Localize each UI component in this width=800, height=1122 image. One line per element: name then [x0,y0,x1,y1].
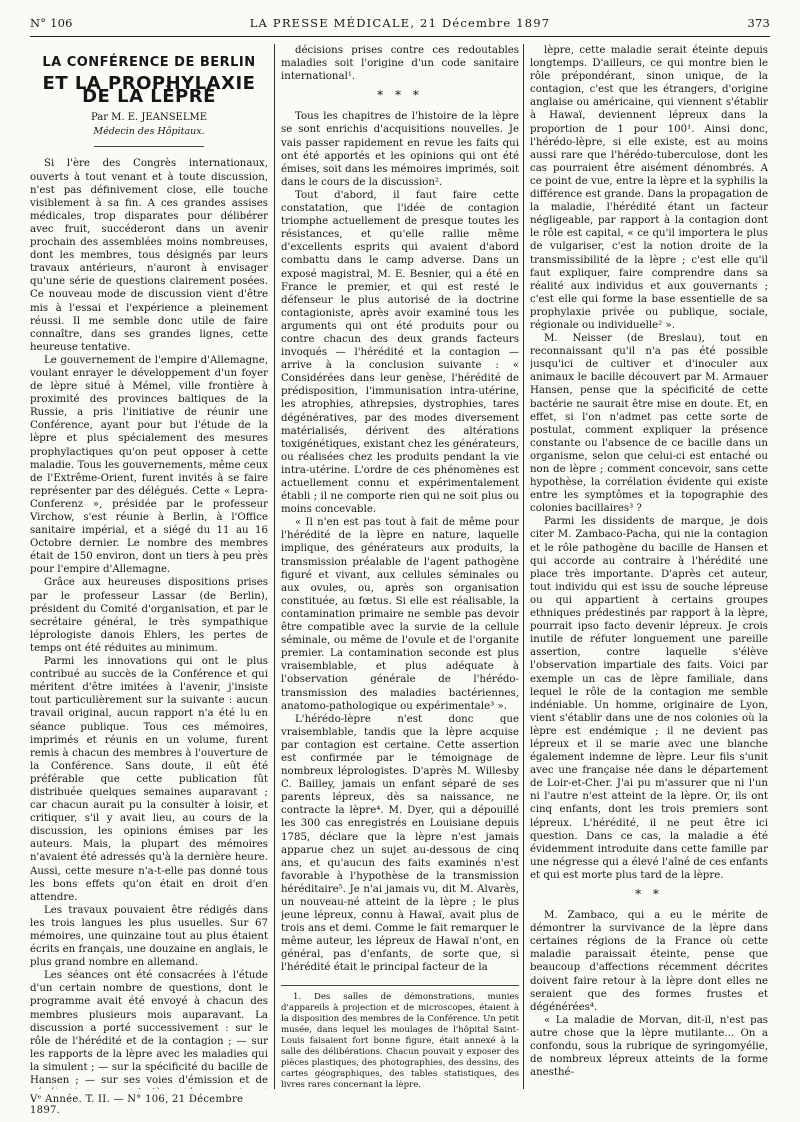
paragraph: « La maladie de Morvan, dit-il, n'est pas autre chose que la lèpre mutilante... On a confondu, sous la rubrique de syringomyélie, de nombreux lépreux atteints de la forme anesthé- [530,1014,768,1079]
paragraph: L'hérédo-lèpre n'est donc que vraisemblable, tandis que la lèpre acquise par contagion est certaine. Cette assertion est confirmée par le témoignage de nombreux léprologistes. D'après M. Willesby C. Bailley, jamais un enfant séparé de ses parents lépreux, dès sa naissance, ne contracte la lèpre⁴. M. Dyer, qui a dépouillé les 300 cas enregistrés en Louisiane depuis 1785, déclare que la lèpre n'est jamais apparue chez un sujet au-dessous de cinq ans, et qu'aucun des faits examinés n'est favorable à l'hypothèse de la transmission héréditaire⁵. Je n'ai jamais vu, dit M. Alvarès, un nouveau-né atteint de la lèpre ; le plus jeune lépreux, connu à Hawaï, avait plus de trois ans et demi. Comme le fait remarquer le même auteur, les lépreux de Hawaï n'ont, en général, pas d'enfants, de sorte que, si l'hérédité était le principal facteur de la [281,713,519,974]
column-divider [523,44,524,1089]
column-2 [281,44,519,1089]
issue-number: N° 106 [30,16,73,30]
paragraph: M. Zambaco, qui a eu le mérite de démontrer la survivance de la lèpre dans certaines régions de la France où cette maladie paraissait éteinte, pense que beaucoup d'affections récemment décrites doivent faire retour à la lèpre dont elles ne seraient que des formes frustes et dégénérées⁴. [530,910,768,1013]
paragraph: Tous les chapitres de l'histoire de la lèpre se sont enrichis d'acquisitions nouvelles. Je vais passer rapidement en revue les faits qui ont été apportés et les opinions qui ont été émises, soit dans les mémoires imprimés, soit dans le cours de la discussion². [281,111,519,188]
paragraph: lèpre, cette maladie serait éteinte depuis longtemps. D'ailleurs, ce qui montre bien le rôle prépondérant, sinon unique, de la contagion, c'est que les étrangers, d'origine anglaise ou américaine, qui viennent s'établir à Hawaï, deviennent lépreux dans la proportion de 1 pour 100¹. Ainsi donc, l'hérédo-lèpre, si elle existe, est au moins aussi rare que l'hérédo-tuberculose, dont les cas pourraient être aisément dénombrés. A ce point de vue, entre la lèpre et la syphilis la différence est grande. Dans la propagation de la maladie, l'hérédité étant un facteur négligeable, par rapport à la contagion dont le rôle est capital, « ce qu'il importera le plus de vulgariser, c'est la notion droite de la transmissibilité de la lèpre ; c'est elle qu'il faut expliquer, faire comprendre dans sa réalité aux individus et aux gouvernants ; c'est elle qui forme la base essentielle de sa prophylaxie privée ou publique, sociale, régionale ou individuelle² ». [530,45,768,331]
paragraph: « Il n'en est pas tout à fait de même pour l'hérédité de la lèpre en nature, laquelle implique, des générateurs aux produits, la transmission préalable de l'agent pathogène figuré et vivant, aux cellules séminales ou aux ovules, ou, après son organisation constituée, au fœtus. Si elle est réalisable, la contamination primaire ne semble pas devoir être compatible avec la survie de la cellule séminale, ou même de l'ovule et de l'organite premier. La contamination seconde est plus vraisemblable, et plus adéquate à l'observation générale de l'hérédo-transmission des maladies bactériennes, anatomo-pathologique ou expérimentale³ ». [281,517,519,712]
paragraph: Les travaux pouvaient être rédigés dans les trois langues les plus usuelles. Sur 67 mémoires, une quinzaine tout au plus étaient écrits en français, une douzaine en anglais, le plus grand nombre en allemand. [30,904,268,969]
paragraph: Les séances ont été consacrées à l'étude d'un certain nombre de questions, dont le programme avait été envoyé à chacun des membres plusieurs mois auparavant. La discussion a porté successivement : sur le rôle de l'hérédité et de la contagion ; — sur les rapports de la lèpre avec les maladies qui la simulent ; — sur la spécificité du bacille de Hansen ; — sur ses voies d'émission et de [30,970,268,1087]
paragraph: M. Neisser (de Breslau), tout en reconnaissant qu'il n'a pas été possible jusqu'ici de cultiver et d'inoculer aux animaux le bacille découvert par M. Armauer Hansen, pense que la spécificité de cette bactérie ne saurait être mise en doute. Et, en effet, si l'on n'admet pas cette sorte de postulat, comment expliquer la présence constante ou l'absence de ce bacille dans un organisme, selon que celui-ci est entaché ou non de lèpre ; comment concevoir, sans cette hypothèse, la corrélation évidente qui existe entre les symptômes et la topographie des colonies bacillaires³ ? [530,333,768,515]
article-author: Par M. E. JEANSELME [90,112,208,124]
footnotes [281,985,519,1089]
paragraph: Le gouvernement de l'empire d'Allemagne, voulant enrayer le développement d'un foyer de lèpre situé à Mémel, ville frontière à proximité des provinces baltiques de la Russie, a pris l'initiative de réunir une Conférence, ayant pour but l'étude de la lèpre et plus spécialement des mesures prophylactiques qu'on peut opposer à cette maladie. Tous les gouvernements, même ceux de l'Extrême-Orient, furent invités à se faire représenter par des délégués. Cette « Lepra-Conferenz », présidée par le professeur Virchow, s'est réunie à Berlin, à l'Office sanitaire impérial, et a siégé du 11 au 16 Octobre dernier. Le nombre des membres était de 150 environ, dont un tiers à peu près pour l'empire d'Allemagne. [30,354,268,576]
title-separator [94,146,204,147]
page-footer: Vᵉ Année. T. II. — N° 106, 21 Décembre 1897. [30,1094,244,1116]
paragraph: Si l'ère des Congrès internationaux, ouverts à tout venant et à toute discussion, n'est pas définivement close, elle touche visiblement à sa fin. A ces grandes assises médicales, trop disparates pour délibérer avec fruit, succéderont dans un avenir prochain des assemblées moins nombreuses, dont les membres, tous désignés par leurs travaux antérieurs, n'auront à envisager qu'une série de questions clairement posées. Ce nouveau mode de discussion vient d'être mis à l'essai et l'expérience a pleinement réussi. Il me semble donc utile de faire connaître, dans ses grandes lignes, cette heureuse tentative. [30,158,268,353]
paragraph: Tout d'abord, il faut faire cette constatation, que l'idée de contagion triomphe actuellement de presque toutes les résistances, et qu'elle rallie même d'excellents esprits qui avaient d'abord combattu dans le camp adverse. Dans un exposé magistral, M. E. Besnier, qui a été en France le premier, et qui est resté le défenseur le plus autorisé de la doctrine contagioniste, après avoir examiné tous les arguments qui ont été produits pour ou contre chacun des deux grands facteurs invoqués — l'hérédité et la contagion — arrive à la conclusion suivante : « Considérées dans leur genèse, l'hérédité de prédisposition, l'immunisation intra-utérine, les atrophies, athrepsies, dystrophies, tares dégénératives, par des modes diversement matérialisés, dérivent des altérations toxigénétiques, existant chez les générateurs, ou réalisées chez les produits pendant la vie intra-utérine. L'ordre de ces phénomènes est actuellement connu et expérimentalement établi ; il ne comporte rien qui ne soit plus ou moins concevable. [281,189,519,516]
paragraph: Parmi les innovations qui ont le plus contribué au succès de la Conférence et qui méritent d'être imitées à l'avenir, j'insiste tout particulièrement sur la suivante : aucun travail original, aucun rapport n'a été lu en séance publique. Tous ces mémoires, imprimés et réunis en un volume, furent remis à chacun des membres à l'ouverture de la Conférence. Sans doute, il eût été préférable que cette publication fût distribuée quelques semaines auparavant ; car chacun aurait pu la consulter à loisir, et critiquer, s'il y avait lieu, au cours de la discussion, les opinions émises par les auteurs. Mais, la plupart des mémoires n'avaient été adressés qu'à la dernière heure. Aussi, cette mesure n'a-t-elle pas donné tous les bons effets qu'on était en droit d'en attendre. [30,656,268,903]
column-divider [274,44,275,1089]
page-number: 373 [747,16,770,30]
section-stars: * * [635,887,663,901]
footnote: 1. Des salles de démonstrations, munies d'appareils à projection et de microscopes, étaient à la disposition des membres de la Conférence. Un petit musée, dans lequel les moulages de l'hôpital Saint-Louis faisaient fort bonne figure, était annexé à la salle des délibérations. Chacun pouvait y exposer des pièces plastiques, des photographies, des dessins, des cartes géographiques, des tables statistiques, des livres rares concernant la lèpre. [281,991,519,1089]
paragraph: décisions prises contre ces redoutables maladies soit l'origine d'un code sanitaire international¹. [281,45,519,83]
section-stars: * * * [377,88,423,103]
article-title-line-2: ET LA PROPHYLAXIE DE LA LÈPRE [42,73,256,108]
paragraph: Parmi les dissidents de marque, je dois citer M. Zambaco-Pacha, qui nie la contagion et le rôle pathogène du bacille de Hansen et qui accorde au contraire à l'hérédité une place très importante. D'après cet auteur, tout individu qui est issu de souche lépreuse ou qui appartient à certains groupes ethniques prédestinés par rapport à la lèpre, pourrait ipso facto devenir lépreux. Je crois inutile de réfuter longuement une pareille assertion, contre laquelle s'élève l'observation impartiale des faits. Voici par exemple un cas de lèpre familiale, dans lequel le rôle de la contagion me semble indéniable. Un homme, originaire de Lyon, vient s'établir dans une de nos colonies où la lèpre est endémique ; il ne devient pas lépreux et il se marie avec une blanche également indemne de lèpre. Leur fils s'unit avec une française née dans le département de Loir-et-Cher. J'ai pu m'assurer que ni l'un ni l'autre n'est atteint de la lèpre. Or, ils ont cinq enfants, dont les trois premiers sont lépreux. L'hérédité, il ne peut être ici question. Dans ce cas, la maladie a été évidemment introduite dans cette famille par une négresse qui a élevé l'aîné de ces enfants et qui est morte plus tard de la lèpre. [530,516,768,881]
author-role: Médecin des Hôpitaux. [93,126,205,138]
paragraph: Grâce aux heureuses dispositions prises par le professeur Lassar (de Berlin), président du Comité d'organisation, et par le secrétaire général, le très sympathique léprologiste danois Ehlers, les pertes de temps ont été réduites au minimum. [30,577,268,654]
article-title-line-1: LA CONFÉRENCE DE BERLIN [42,55,256,70]
page-header [30,16,770,34]
header-rule [30,36,770,37]
journal-title: LA PRESSE MÉDICALE, 21 Décembre 1897 [249,16,551,30]
column-3 [530,44,768,1089]
column-1 [30,44,268,1089]
